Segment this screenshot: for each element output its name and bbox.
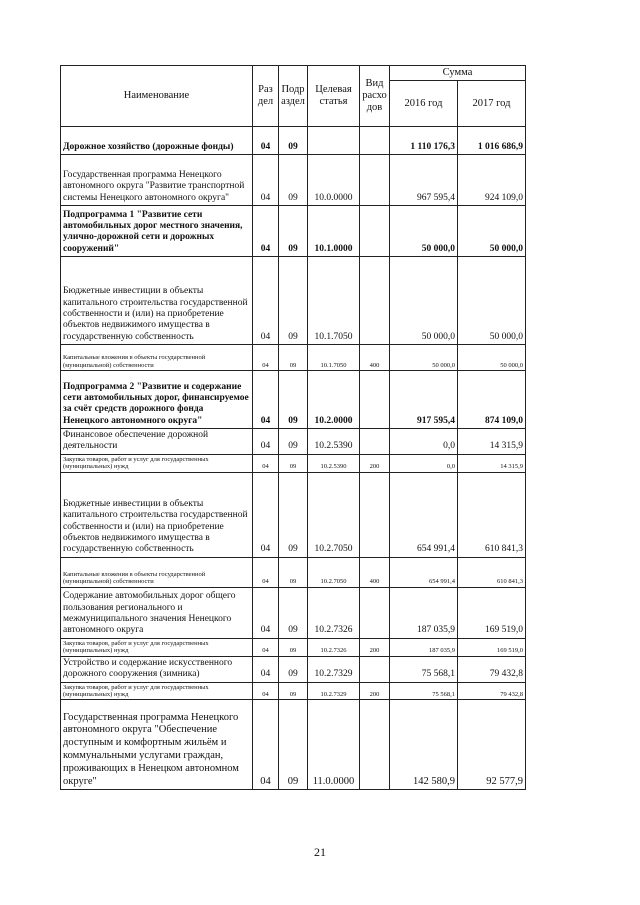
row-sum-2017: 169 519,0 <box>458 638 526 656</box>
table-body <box>61 127 526 790</box>
row-vid <box>360 700 390 790</box>
row-podrazdel: 09 <box>279 700 308 790</box>
row-razdel: 04 <box>253 656 279 682</box>
row-sum-2016: 75 568,1 <box>390 656 458 682</box>
row-target: 10.2.7329 <box>308 656 360 682</box>
row-razdel: 04 <box>253 371 279 429</box>
row-name: Подпрограмма 1 "Развитие сети автомобильных дорог местного значения, улично-дорожной сети и дорожных сооружений" <box>61 206 253 257</box>
row-razdel: 04 <box>253 557 279 587</box>
table-row <box>61 257 526 345</box>
table-row <box>61 557 526 587</box>
budget-table <box>60 65 526 790</box>
row-target: 10.2.7326 <box>308 587 360 638</box>
table-row <box>61 155 526 206</box>
row-target: 10.2.7050 <box>308 472 360 557</box>
row-podrazdel: 09 <box>279 127 308 155</box>
row-target: 10.2.7326 <box>308 638 360 656</box>
table-row <box>61 454 526 472</box>
row-name: Государственная программа Ненецкого автономного округа "Обеспечение доступным и комфортным жильём и коммунальными услугами граждан, проживающих в Ненецком автономном округе" <box>61 700 253 790</box>
table-row <box>61 638 526 656</box>
budget-table-sheet <box>60 65 525 790</box>
row-target: 10.1.7050 <box>308 345 360 371</box>
row-podrazdel: 09 <box>279 587 308 638</box>
row-podrazdel: 09 <box>279 257 308 345</box>
row-vid <box>360 371 390 429</box>
table-row <box>61 127 526 155</box>
row-sum-2017: 610 841,3 <box>458 472 526 557</box>
row-sum-2016: 967 595,4 <box>390 155 458 206</box>
page-number: 21 <box>314 845 326 859</box>
row-podrazdel: 09 <box>279 638 308 656</box>
header-2017: 2017 год <box>458 81 526 127</box>
table-row <box>61 371 526 429</box>
row-sum-2016: 75 568,1 <box>390 682 458 700</box>
row-razdel: 04 <box>253 257 279 345</box>
row-podrazdel: 09 <box>279 371 308 429</box>
row-sum-2016: 142 580,9 <box>390 700 458 790</box>
row-name: Закупка товаров, работ и услуг для государственных (муниципальных) нужд <box>61 454 253 472</box>
row-target <box>308 127 360 155</box>
table-row <box>61 700 526 790</box>
row-vid <box>360 257 390 345</box>
row-vid: 200 <box>360 682 390 700</box>
row-sum-2017: 610 841,3 <box>458 557 526 587</box>
row-sum-2016: 0,0 <box>390 429 458 455</box>
row-razdel: 04 <box>253 155 279 206</box>
row-target: 10.2.5390 <box>308 429 360 455</box>
row-sum-2016: 50 000,0 <box>390 345 458 371</box>
row-vid <box>360 429 390 455</box>
row-podrazdel: 09 <box>279 656 308 682</box>
table-row <box>61 345 526 371</box>
header-name: Наименование <box>61 66 253 127</box>
row-sum-2016: 187 035,9 <box>390 587 458 638</box>
row-sum-2017: 79 432,8 <box>458 682 526 700</box>
row-vid <box>360 155 390 206</box>
row-sum-2017: 50 000,0 <box>458 345 526 371</box>
row-podrazdel: 09 <box>279 429 308 455</box>
row-name: Закупка товаров, работ и услуг для государственных (муниципальных) нужд <box>61 638 253 656</box>
row-name: Бюджетные инвестиции в объекты капитального строительства государственной собственности и (или) на приобретение объектов недвижимого имущества в государственную собственность <box>61 472 253 557</box>
row-sum-2017: 50 000,0 <box>458 257 526 345</box>
row-vid: 400 <box>360 557 390 587</box>
row-vid <box>360 587 390 638</box>
row-podrazdel: 09 <box>279 472 308 557</box>
header-vid: Вид расхо дов <box>360 66 390 127</box>
row-target: 10.2.7050 <box>308 557 360 587</box>
row-sum-2016: 187 035,9 <box>390 638 458 656</box>
row-target: 10.1.0000 <box>308 206 360 257</box>
row-vid <box>360 206 390 257</box>
row-target: 11.0.0000 <box>308 700 360 790</box>
row-vid: 400 <box>360 345 390 371</box>
row-sum-2016: 654 991,4 <box>390 472 458 557</box>
table-header <box>61 66 526 127</box>
row-razdel: 04 <box>253 127 279 155</box>
row-podrazdel: 09 <box>279 454 308 472</box>
row-podrazdel: 09 <box>279 557 308 587</box>
row-name: Финансовое обеспечение дорожной деятельности <box>61 429 253 455</box>
row-razdel: 04 <box>253 454 279 472</box>
row-podrazdel: 09 <box>279 206 308 257</box>
row-razdel: 04 <box>253 587 279 638</box>
row-name: Капитальные вложения в объекты государственной (муниципальной) собственности <box>61 345 253 371</box>
row-razdel: 04 <box>253 472 279 557</box>
row-razdel: 04 <box>253 206 279 257</box>
header-razdel: Раз дел <box>253 66 279 127</box>
row-name: Дорожное хозяйство (дорожные фонды) <box>61 127 253 155</box>
row-podrazdel: 09 <box>279 682 308 700</box>
row-sum-2017: 92 577,9 <box>458 700 526 790</box>
row-vid <box>360 656 390 682</box>
row-razdel: 04 <box>253 345 279 371</box>
row-razdel: 04 <box>253 429 279 455</box>
table-row <box>61 656 526 682</box>
row-target: 10.0.0000 <box>308 155 360 206</box>
row-vid <box>360 472 390 557</box>
header-podrazdel: Подр аздел <box>279 66 308 127</box>
row-sum-2016: 0,0 <box>390 454 458 472</box>
table-row <box>61 429 526 455</box>
table-row <box>61 472 526 557</box>
row-sum-2017: 874 109,0 <box>458 371 526 429</box>
row-name: Подпрограмма 2 "Развитие и содержание сети автомобильных дорог, финансируемое за счёт средств дорожного фонда Ненецкого автономного округа" <box>61 371 253 429</box>
table-row <box>61 206 526 257</box>
row-target: 10.1.7050 <box>308 257 360 345</box>
row-sum-2016: 917 595,4 <box>390 371 458 429</box>
row-podrazdel: 09 <box>279 345 308 371</box>
row-vid: 200 <box>360 638 390 656</box>
row-name: Закупка товаров, работ и услуг для государственных (муниципальных) нужд <box>61 682 253 700</box>
row-razdel: 04 <box>253 682 279 700</box>
row-vid <box>360 127 390 155</box>
row-razdel: 04 <box>253 638 279 656</box>
row-sum-2017: 14 315,9 <box>458 454 526 472</box>
header-sum: Сумма <box>390 66 526 81</box>
row-name: Бюджетные инвестиции в объекты капитального строительства государственной собственности и (или) на приобретение объектов недвижимого имущества в государственную собственность <box>61 257 253 345</box>
table-row <box>61 682 526 700</box>
row-sum-2016: 50 000,0 <box>390 206 458 257</box>
row-sum-2016: 654 991,4 <box>390 557 458 587</box>
header-2016: 2016 год <box>390 81 458 127</box>
row-target: 10.2.7329 <box>308 682 360 700</box>
row-sum-2016: 50 000,0 <box>390 257 458 345</box>
row-vid: 200 <box>360 454 390 472</box>
header-target: Целевая статья <box>308 66 360 127</box>
row-name: Капитальные вложения в объекты государственной (муниципальной) собственности <box>61 557 253 587</box>
row-target: 10.2.0000 <box>308 371 360 429</box>
row-sum-2016: 1 110 176,3 <box>390 127 458 155</box>
row-sum-2017: 79 432,8 <box>458 656 526 682</box>
row-name: Содержание автомобильных дорог общего пользования регионального и межмуниципального значения Ненецкого автономного округа <box>61 587 253 638</box>
row-sum-2017: 50 000,0 <box>458 206 526 257</box>
row-target: 10.2.5390 <box>308 454 360 472</box>
row-sum-2017: 14 315,9 <box>458 429 526 455</box>
row-name: Устройство и содержание искусственного дорожного сооружения (зимника) <box>61 656 253 682</box>
row-sum-2017: 924 109,0 <box>458 155 526 206</box>
row-podrazdel: 09 <box>279 155 308 206</box>
row-name: Государственная программа Ненецкого автономного округа "Развитие транспортной системы Ненецкого автономного округа" <box>61 155 253 206</box>
row-sum-2017: 169 519,0 <box>458 587 526 638</box>
row-razdel: 04 <box>253 700 279 790</box>
row-sum-2017: 1 016 686,9 <box>458 127 526 155</box>
table-row <box>61 587 526 638</box>
